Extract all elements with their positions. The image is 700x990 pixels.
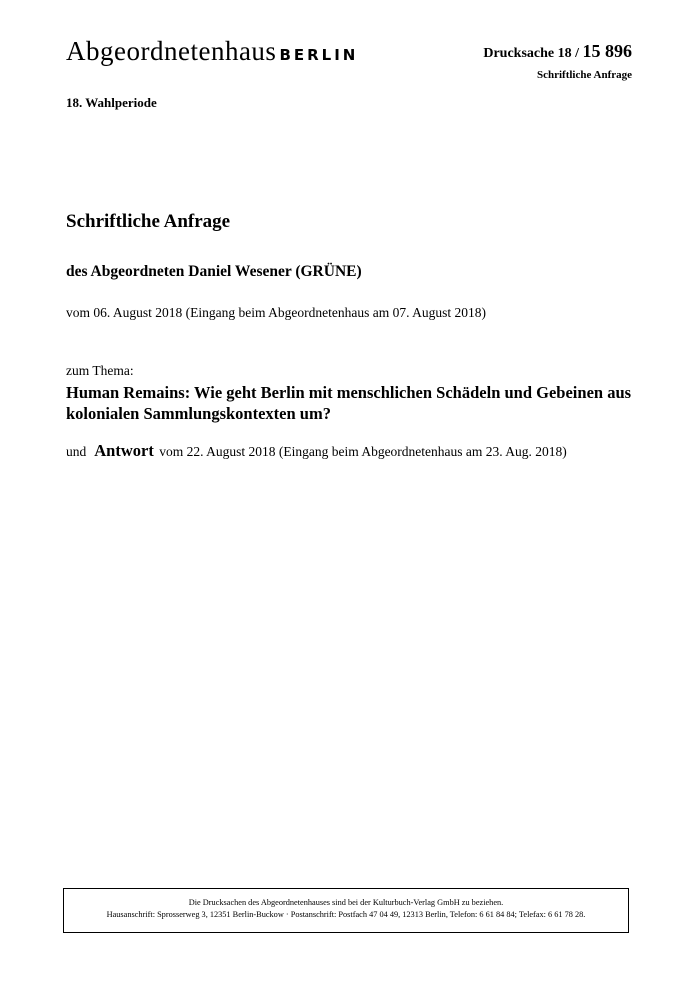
legislative-period: 18. Wahlperiode: [66, 95, 157, 110]
parliament-logo: [66, 38, 358, 65]
document-label: Drucksache 18: [483, 46, 572, 61]
footer-notice: [63, 888, 629, 933]
document-title: Schriftliche Anfrage: [66, 211, 231, 232]
document-type: Schriftliche Anfrage: [536, 69, 632, 81]
answer-word: Antwort: [94, 441, 154, 460]
document-reference: [483, 42, 632, 81]
logo-wordmark: Abgeordnetenhaus: [66, 36, 277, 66]
topic-heading: Human Remains: Wie geht Berlin mit menschlichen Schädeln und Gebeinen aus kolonialen Sammlungskontexten um?: [66, 383, 632, 423]
author-line: des Abgeordneten Daniel Wesener (GRÜNE): [66, 263, 362, 280]
submission-date: vom 06. August 2018 (Eingang beim Abgeordnetenhaus am 07. August 2018): [66, 305, 486, 320]
logo-city: BERLIN: [279, 46, 359, 64]
topic-label: zum Thema:: [66, 363, 134, 378]
footer-line-distribution: Die Drucksachen des Abgeordnetenhauses sind bei der Kulturbuch-Verlag GmbH zu beziehen.: [188, 898, 504, 907]
document-number: 15 896: [582, 41, 632, 61]
footer-line-address: Hausanschrift: Sprosserweg 3, 12351 Berlin-Buckow · Postanschrift: Postfach 47 04 49, 12313 Berlin, Telefon: 6 61 84 84; Telefax: 6 61 78 28.: [106, 910, 586, 919]
answer-prefix: und: [66, 444, 87, 459]
document-number-line: [483, 42, 632, 63]
answer-line: [66, 441, 567, 461]
answer-details: vom 22. August 2018 (Eingang beim Abgeordnetenhaus am 23. Aug. 2018): [159, 444, 567, 459]
document-slash: /: [575, 46, 579, 61]
